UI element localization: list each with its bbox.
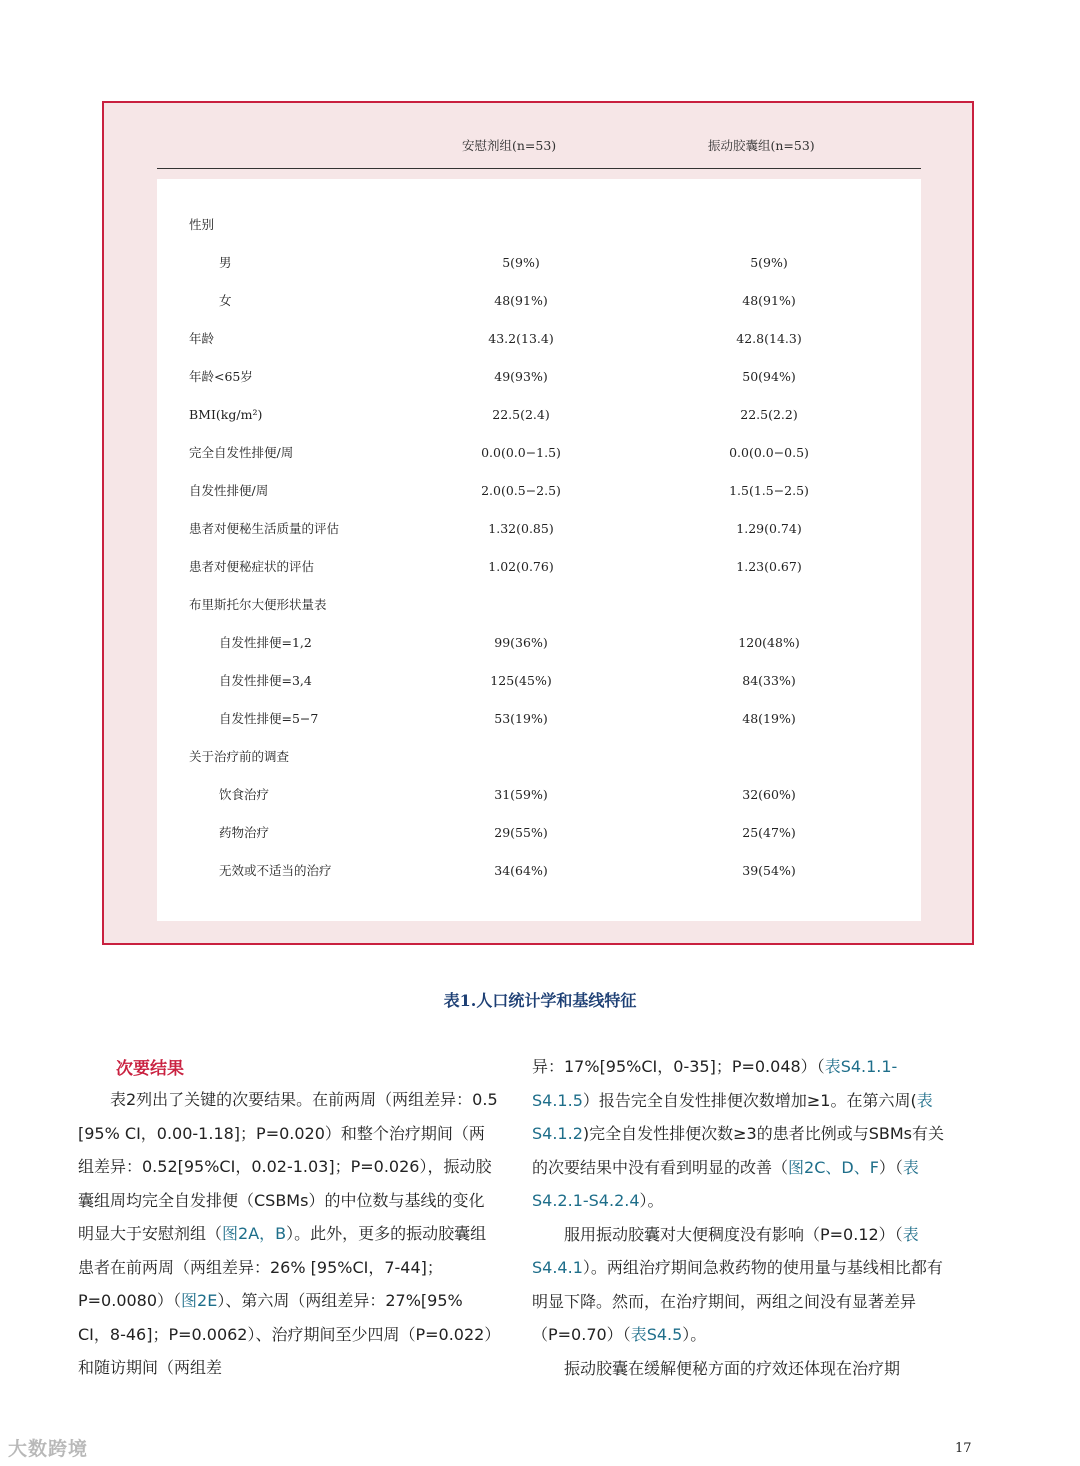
table-row	[157, 405, 921, 425]
row-label: 关于治疗前的调查	[189, 749, 290, 764]
row-value-placebo: 5(9%)	[502, 255, 540, 270]
table-row	[157, 595, 921, 615]
table-row	[157, 367, 921, 387]
row-label: 自发性排便=3,4	[219, 673, 312, 688]
row-value-capsule: 42.8(14.3)	[736, 331, 802, 346]
figure-link[interactable]: 图2A，B	[222, 1224, 287, 1243]
row-value-placebo: 0.0(0.0−1.5)	[481, 445, 561, 460]
watermark: 大数跨境	[8, 1438, 89, 1460]
row-label: 布里斯托尔大便形状量表	[189, 597, 327, 612]
figure-link[interactable]: 图2E	[181, 1291, 218, 1310]
text-run: 振动胶囊在缓解便秘方面的疗效还体现在治疗期	[564, 1358, 901, 1378]
row-value-capsule: 1.23(0.67)	[736, 559, 802, 574]
row-value-placebo: 49(93%)	[494, 369, 548, 384]
row-value-placebo: 99(36%)	[494, 635, 548, 650]
paragraph	[78, 1083, 498, 1385]
row-label: 自发性排便=5−7	[219, 711, 319, 726]
paragraph	[532, 1218, 952, 1352]
row-value-capsule: 1.29(0.74)	[736, 521, 802, 536]
table-row	[157, 861, 921, 881]
row-label: 患者对便秘生活质量的评估	[189, 521, 340, 536]
row-label: 女	[219, 293, 232, 308]
row-value-capsule: 39(54%)	[742, 863, 796, 878]
table-row	[157, 519, 921, 539]
text-run: ）。	[682, 1325, 707, 1344]
row-value-placebo: 43.2(13.4)	[488, 331, 554, 346]
row-label: BMI(kg/m²)	[189, 407, 263, 422]
row-value-placebo: 1.02(0.76)	[488, 559, 554, 574]
table-row	[157, 443, 921, 463]
row-value-placebo: 31(59%)	[494, 787, 548, 802]
body-column-right	[532, 1050, 952, 1385]
row-value-placebo: 1.32(0.85)	[488, 521, 554, 536]
table-caption: 表1.人口统计学和基线特征	[443, 991, 637, 1010]
text-run: ）报告完全自发性排便次数增加≥1。在第六周(	[582, 1090, 917, 1110]
row-value-placebo: 34(64%)	[494, 863, 548, 878]
table-row	[157, 215, 921, 235]
row-value-placebo: 29(55%)	[494, 825, 548, 840]
row-label: 患者对便秘症状的评估	[189, 559, 315, 574]
text-run: ）。两组治疗期间急救药物的使用量与基线相比都有明显下降。然而，在治疗期间，两组之间没有显著差异（P=0.70）（	[532, 1258, 943, 1344]
row-label: 完全自发性排便/周	[189, 445, 294, 460]
text-run: ）（	[878, 1157, 903, 1177]
table-row	[157, 481, 921, 501]
row-label: 药物治疗	[219, 825, 270, 840]
row-value-capsule: 48(19%)	[742, 711, 796, 726]
row-value-capsule: 84(33%)	[742, 673, 796, 688]
paragraph	[532, 1352, 952, 1386]
row-label: 男	[219, 255, 232, 270]
paragraph	[532, 1050, 952, 1218]
row-value-capsule: 32(60%)	[742, 787, 796, 802]
text-run: )完全自发性排便次数≥3的患者比例或与SBMs有关的次要结果中没有看到明显的改善（	[532, 1124, 944, 1177]
text-run: 表2列出了关键的次要结果。在前两周（两组差异：0.5 [95% CI，0.00-1.18]；P=0.020）和整个治疗期间（两组差异：0.52[95%CI，0.02-1.03]；P=0.026），振动胶囊组周均完全自发排便（CSBMs）的中位数与基线的变化明显大于安慰剂组（	[78, 1090, 498, 1243]
header-rule	[157, 168, 921, 169]
row-value-capsule: 5(9%)	[750, 255, 788, 270]
table-body	[157, 179, 921, 921]
row-label: 年龄<65岁	[189, 369, 253, 384]
row-value-placebo: 48(91%)	[494, 293, 548, 308]
row-value-capsule: 0.0(0.0−0.5)	[729, 445, 809, 460]
row-value-placebo: 53(19%)	[494, 711, 548, 726]
row-value-capsule: 120(48%)	[738, 635, 800, 650]
row-value-placebo: 2.0(0.5−2.5)	[481, 483, 561, 498]
text-run: ）。	[639, 1191, 664, 1210]
table-link[interactable]: 表S4.1.1-S4.1.5	[532, 1057, 898, 1110]
row-value-placebo: 125(45%)	[490, 673, 552, 688]
row-label: 自发性排便/周	[189, 483, 269, 498]
section-title: 次要结果	[116, 1059, 184, 1079]
table-row	[157, 557, 921, 577]
figure-link[interactable]: 图2C、D、F	[788, 1157, 879, 1177]
row-value-capsule: 22.5(2.2)	[740, 407, 798, 422]
table-row	[157, 823, 921, 843]
col-header-capsule: 振动胶囊组(n=53)	[708, 138, 815, 153]
table-link[interactable]: 表S4.1.2	[532, 1090, 933, 1143]
text-run: ）、第六周（两组差异：27%[95% CI，8-46]；P=0.0062）、治疗期间至少四周（P=0.022）和随访期间（两组差	[78, 1291, 493, 1377]
table-row	[157, 671, 921, 691]
row-label: 无效或不适当的治疗	[219, 863, 332, 878]
table-link[interactable]: 表S4.5	[630, 1325, 683, 1344]
text-run: 服用振动胶囊对大便稠度没有影响（P=0.12）（	[564, 1224, 903, 1244]
row-label: 饮食治疗	[219, 787, 270, 802]
table-row	[157, 747, 921, 767]
page-number: 17	[955, 1441, 972, 1456]
table-row	[157, 291, 921, 311]
text-run: ）。此外，更多的振动胶囊组患者在前两周（两组差异：26% [95%CI，7-44]；P=0.0080）（	[78, 1224, 487, 1310]
row-value-capsule: 50(94%)	[742, 369, 796, 384]
table-row	[157, 329, 921, 349]
table-row	[157, 253, 921, 273]
text-run: 异：17%[95%CI，0-35]；P=0.048）（	[532, 1057, 825, 1076]
row-label: 年龄	[189, 331, 215, 346]
table-row	[157, 785, 921, 805]
table-row	[157, 709, 921, 729]
row-value-capsule: 1.5(1.5−2.5)	[729, 483, 809, 498]
table-link[interactable]: 表S4.2.1-S4.2.4	[532, 1157, 919, 1210]
table-link[interactable]: 表S4.4.1	[532, 1224, 919, 1277]
table-row	[157, 633, 921, 653]
row-label: 自发性排便=1,2	[219, 635, 312, 650]
row-value-capsule: 25(47%)	[742, 825, 796, 840]
body-column-left	[78, 1083, 498, 1385]
row-value-capsule: 48(91%)	[742, 293, 796, 308]
row-value-placebo: 22.5(2.4)	[492, 407, 550, 422]
row-label: 性别	[189, 217, 215, 232]
col-header-placebo: 安慰剂组(n=53)	[462, 138, 557, 153]
